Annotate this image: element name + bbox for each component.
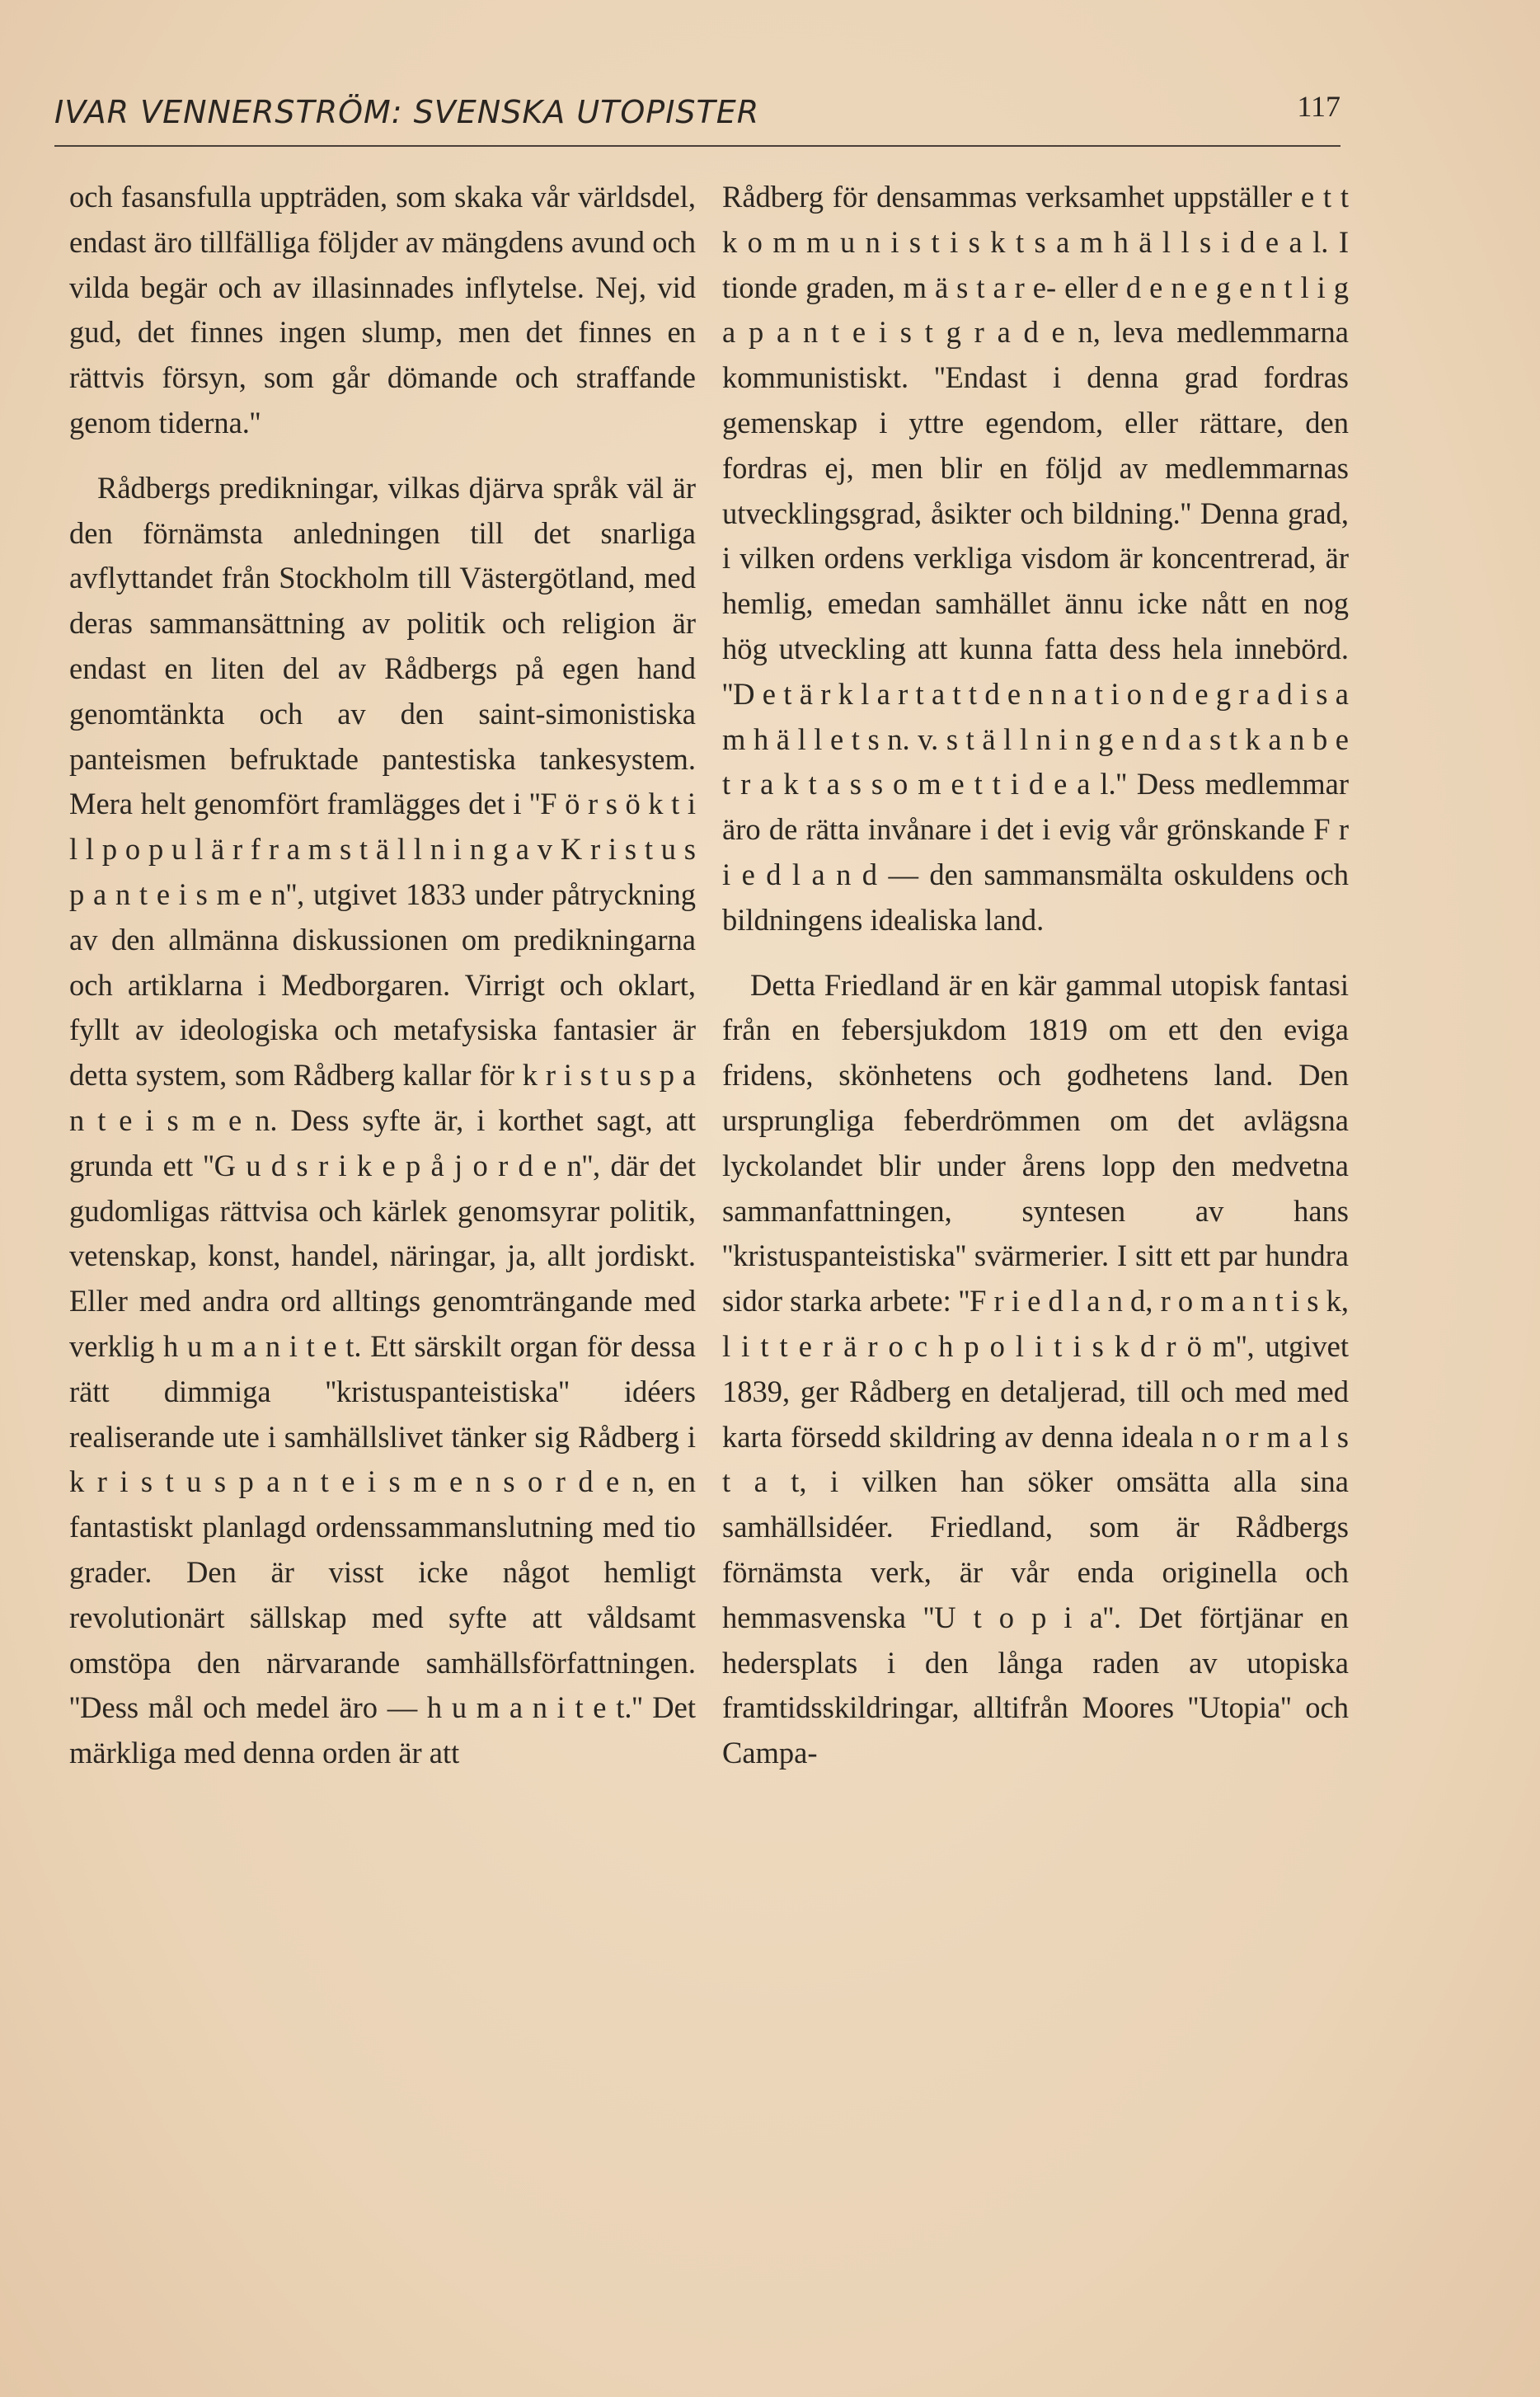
running-title: IVAR VENNERSTRÖM: SVENSKA UTOPISTER <box>54 94 760 130</box>
right-column <box>722 175 1349 1776</box>
left-column <box>69 175 696 1776</box>
header-rule <box>54 145 1340 147</box>
paragraph: Rådbergs predikningar, vilkas djärva språk väl är den förnämsta anledningen till det snarliga avflyttandet från Stockholm till Västergötland, med deras sammansättning av politik och religion är endast en liten del av Rådbergs på egen hand genomtänkta och av den saint-simonistiska panteismen befruktade pantestiska tankesystem. Mera helt genomfört framlägges det i ''F ö r s ö k t i l l p o p u l ä r f r a m s t ä l l n i n g a v K r i s t u s p a n t e i s m e n'', utgivet 1833 under påtryckning av den allmänna diskussionen om predikningarna och artiklarna i Medborgaren. Virrigt och oklart, fyllt av ideologiska och metafysiska fantasier är detta system, som Rådberg kallar för k r i s t u s p a n t e i s m e n. Dess syfte är, i korthet sagt, att grunda ett ''G u d s r i k e p å j o r d e n'', där det gudomligas rättvisa och kärlek genomsyrar politik, vetenskap, konst, handel, näringar, ja, allt jordiskt. Eller med andra ord alltings genomträngande med verklig h u m a n i t e t. Ett särskilt organ för dessa rätt dimmiga ''kristuspanteistiska'' idéers realiserande ute i samhällslivet tänker sig Rådberg i k r i s t u s p a n t e i s m e n s o r d e n, en fantastiskt planlagd ordenssammanslutning med tio grader. Den är visst icke något hemligt revolutionärt sällskap med syfte att våldsamt omstöpa den närvarande samhällsförfattningen. ''Dess mål och medel äro — h u m a n i t e t.'' Det märkliga med denna orden är att <box>69 470 696 1770</box>
paragraph: Rådberg för densammas verksamhet uppställer e t t k o m m u n i s t i s k t s a m h ä l l s i d e a l. I tionde graden, m ä s t a r e- eller d e n e g e n t l i g a p a n t e i s t g r a d e n, leva medlemmarna kommunistiskt. ''Endast i denna grad fordras gemenskap i yttre egendom, eller rättare, den fordras ej, men blir en följd av medlemmarnas utvecklingsgrad, åsikter och bildning.'' Denna grad, i vilken ordens verkliga visdom är koncentrerad, är hemlig, emedan samhället ännu icke nått en nog hög utveckling att kunna fatta dess hela innebörd. ''D e t ä r k l a r t a t t d e n n a t i o n d e g r a d i s a m h ä l l e t s n. v. s t ä l l n i n g e n d a s t k a n b e t r a k t a s s o m e t t i d e a l.'' Dess medlemmar äro de rätta invånare i det i evig vår grönskande F r i e d l a n d — den sammansmälta oskuldens och bildningens idealiska land. <box>722 180 1349 937</box>
page-number: 117 <box>1297 90 1340 123</box>
paragraph: och fasansfulla uppträden, som skaka vår världsdel, endast äro tillfälliga följder av mängdens avund och vilda begär och av illasinnades inflytelse. Nej, vid gud, det finnes ingen slump, men det finnes en rättvis försyn, som går dömande och straffande genom tiderna.'' <box>69 180 696 439</box>
paragraph: Detta Friedland är en kär gammal utopisk fantasi från en febersjukdom 1819 om ett den eviga fridens, skönhetens och godhetens land. Den ursprungliga feberdrömmen om det avlägsna lyckolandet blir under årens lopp den medvetna sammanfattningen, syntesen av hans ''kristuspanteistiska'' svärmerier. I sitt ett par hundra sidor starka arbete: ''F r i e d l a n d, r o m a n t i s k, l i t t e r ä r o c h p o l i t i s k d r ö m'', utgivet 1839, ger Rådberg en detaljerad, till och med med karta försedd skildring av denna ideala n o r m a l s t a t, i vilken han söker omsätta alla sina samhällsidéer. Friedland, som är Rådbergs förnämsta verk, är vår enda originella och hemmasvenska ''U t o p i a''. Det förtjänar en hedersplats i den långa raden av utopiska framtidsskildringar, alltifrån Moores ''Utopia'' och Campa- <box>722 967 1349 1770</box>
running-header <box>54 89 1340 147</box>
